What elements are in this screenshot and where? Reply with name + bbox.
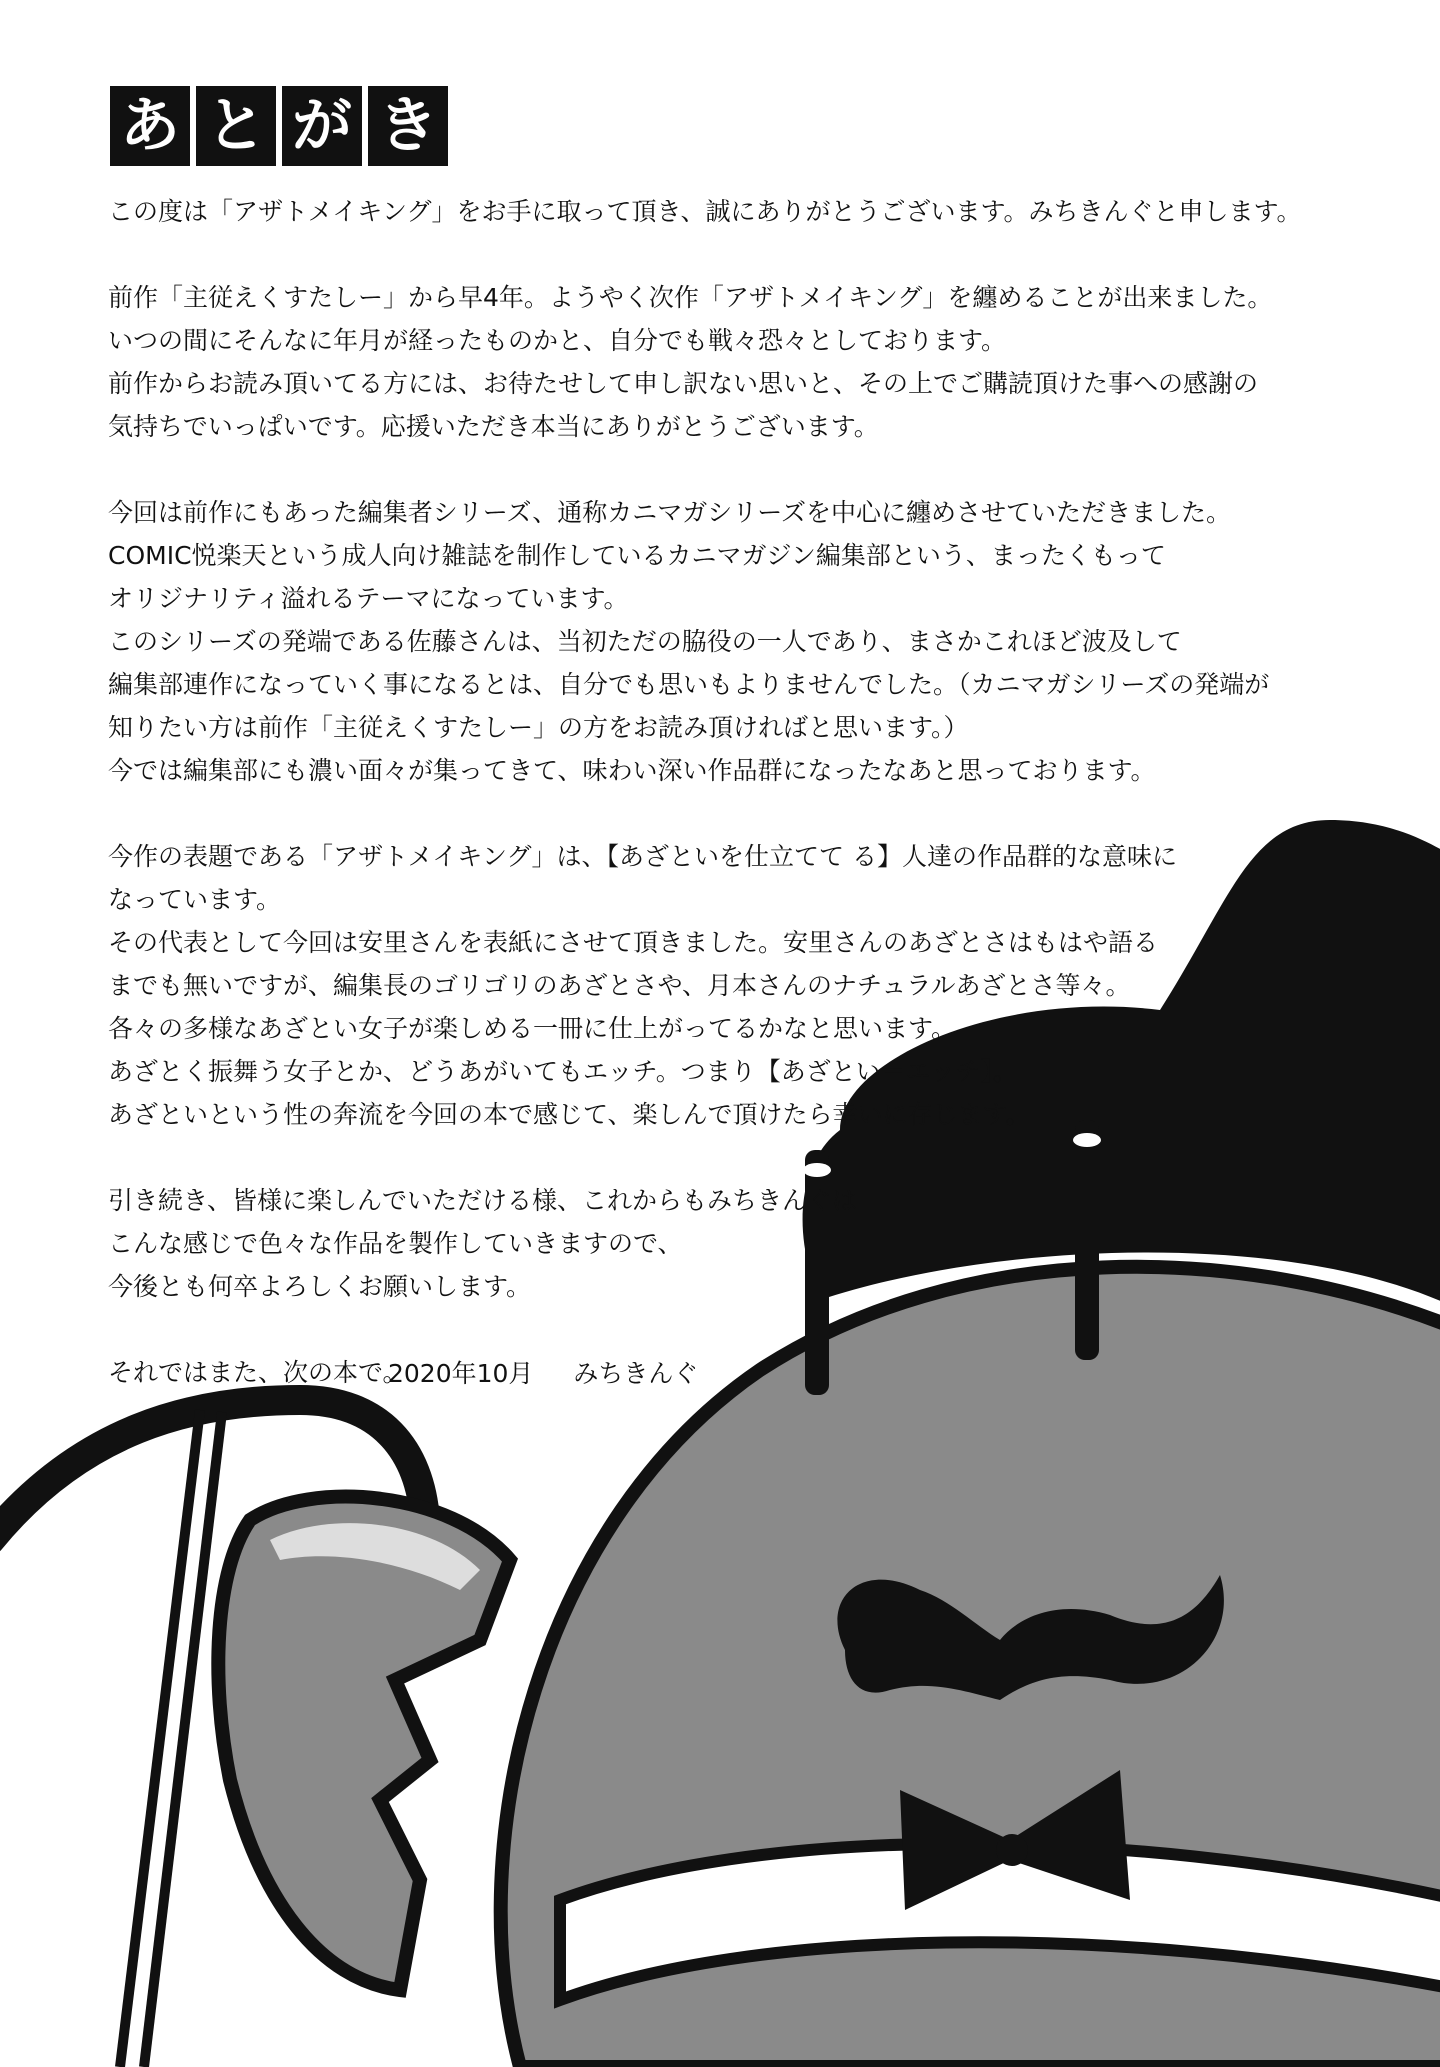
text-line: 今では編集部にも濃い面々が集ってきて、味わい深い作品群になったなあと思っております。	[108, 756, 1156, 785]
text-line: オリジナリティ溢れるテーマになっています。	[108, 584, 629, 613]
page-title	[110, 86, 448, 166]
title-char: き	[368, 86, 448, 166]
title-char: が	[282, 86, 362, 166]
text-line: 知りたい方は前作「主従えくすたしー」の方をお読み頂ければと思います。）	[108, 713, 969, 742]
text-line: なっています。	[108, 885, 282, 914]
paragraph	[108, 1351, 1358, 1394]
text-line: 今後とも何卒よろしくお願いします。	[108, 1272, 532, 1301]
text-line: あざといという性の奔流を今回の本で感じて、楽しんで頂けたら幸いに存じます。	[108, 1100, 1031, 1129]
paragraph	[108, 190, 1358, 233]
text-line: その代表として今回は安里さんを表紙にさせて頂きました。安里さんのあざとさはもはや語る	[108, 928, 1159, 957]
text-line: 前作からお読み頂いてる方には、お待たせして申し訳ない思いと、その上でご購読頂けた事への感謝の	[108, 369, 1259, 398]
text-line: いつの間にそんなに年月が経ったものかと、自分でも戦々恐々としております。	[108, 326, 1007, 355]
paragraph	[108, 835, 1358, 1136]
text-line: このシリーズの発端である佐藤さんは、当初ただの脇役の一人であり、まさかこれほど波及して	[108, 627, 1182, 656]
text-line: それではまた、次の本で。	[108, 1358, 408, 1387]
text-line: 前作「主従えくすたしー」から早4年。ようやく次作「アザトメイキング」を纏めることが出来ました。	[108, 283, 1273, 312]
afterword-text	[108, 190, 1358, 1437]
paragraph	[108, 1179, 1358, 1308]
text-line: この度は「アザトメイキング」をお手に取って頂き、誠にありがとうございます。みちきんぐと申します。	[108, 197, 1302, 226]
text-line: 気持ちでいっぱいです。応援いただき本当にありがとうございます。	[108, 412, 879, 441]
text-line: までも無いですが、編集長のゴリゴリのあざとさや、月本さんのナチュラルあざとさ等々。	[108, 971, 1131, 1000]
text-line: 今回は前作にもあった編集者シリーズ、通称カニマガシリーズを中心に纏めさせていただきました。	[108, 498, 1232, 527]
title-char: あ	[110, 86, 190, 166]
title-char: と	[196, 86, 276, 166]
text-line: COMIC悦楽天という成人向け雑誌を制作しているカニマガジン編集部という、まったくもって	[108, 541, 1166, 570]
text-line: 引き続き、皆様に楽しんでいただける様、これからもみちきんぐは	[108, 1186, 858, 1215]
signature-date: 2020年10月	[388, 1359, 534, 1388]
paragraph	[108, 276, 1358, 448]
paragraph	[108, 491, 1358, 792]
text-line: あざとく振舞う女子とか、どうあがいてもエッチ。つまり【あざとい＝エッチ】。	[108, 1057, 1018, 1086]
signature-author: みちきんぐ	[573, 1359, 699, 1388]
text-line: こんな感じで色々な作品を製作していきますので、	[108, 1229, 683, 1258]
text-line: 今作の表題である「アザトメイキング」は、【あざといを仕立てて る】人達の作品群的な意味に	[108, 842, 1177, 871]
text-line: 各々の多様なあざとい女子が楽しめる一冊に仕上がってるかなと思います。	[108, 1014, 957, 1043]
text-line: 編集部連作になっていく事になるとは、自分でも思いもよりませんでした。（カニマガシリーズの発端が	[108, 670, 1270, 699]
signature	[388, 1352, 698, 1395]
